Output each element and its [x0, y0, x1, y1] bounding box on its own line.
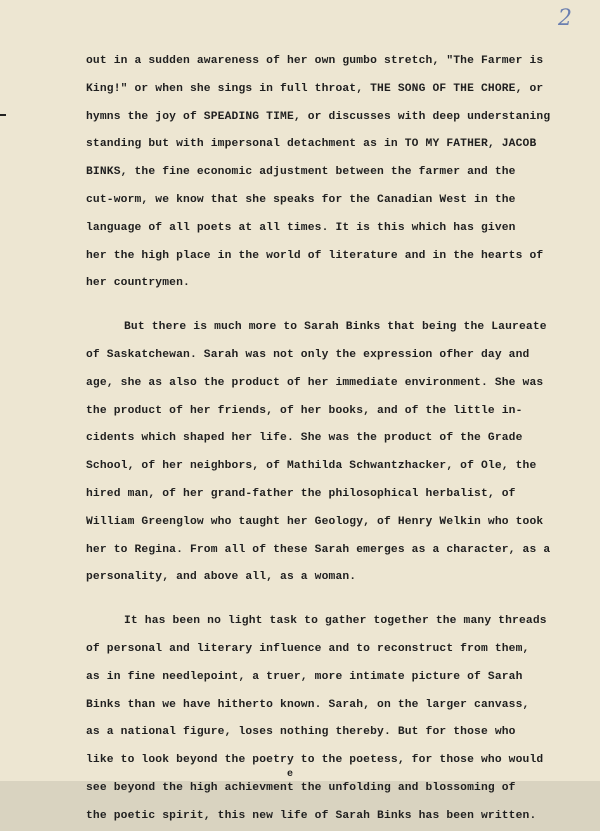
body-text	[86, 48, 576, 831]
text-line: her to Regina. From all of these Sarah emerges as a character, as a	[86, 543, 551, 556]
page-number: 2	[558, 6, 572, 31]
paragraph	[86, 314, 576, 592]
text-line: standing but with impersonal detachment as in TO MY FATHER, JACOB	[86, 138, 537, 151]
text-line: see beyond the high achievment the unfolding and blossoming of	[86, 781, 516, 794]
text-line: cut-worm, we know that she speaks for the Canadian West in the	[86, 193, 516, 206]
text-line: King!" or when she sings in full throat, THE SONG OF THE CHORE, or	[86, 82, 544, 95]
text-line: age, she as also the product of her immediate environment. She was	[86, 376, 544, 389]
text-line: of Saskatchewan. Sarah was not only the expression ofher day and	[86, 348, 530, 361]
text-line: language of all poets at all times. It is this which has given	[86, 221, 516, 234]
text-line: cidents which shaped her life. She was the product of the Grade	[86, 432, 523, 445]
text-line: hired man, of her grand-father the philosophical herbalist, of	[86, 487, 516, 500]
text-line: of personal and literary influence and to reconstruct from them,	[86, 642, 530, 655]
text-line: her countrymen.	[86, 277, 190, 290]
text-line: the product of her friends, of her books, and of the little in-	[86, 404, 523, 417]
text-line: out in a sudden awareness of her own gumbo stretch, "The Farmer is	[86, 55, 544, 67]
paragraph	[86, 48, 576, 298]
text-line: like to look beyond the poetry to the poetess, for those who would	[86, 754, 544, 767]
text-line: Binks than we have hitherto known. Sarah, on the larger canvass,	[86, 698, 530, 711]
text-line: William Greenglow who taught her Geology, of Henry Welkin who took	[86, 515, 544, 528]
margin-mark	[0, 114, 6, 116]
text-line: It has been no light task to gather together the many threads	[124, 615, 547, 628]
text-line: the poetic spirit, this new life of Sarah Binks has been written.	[86, 809, 537, 822]
text-line: as in fine needlepoint, a truer, more intimate picture of Sarah	[86, 670, 523, 683]
text-line: personality, and above all, as a woman.	[86, 571, 357, 584]
text-line: But there is much more to Sarah Binks that being the Laureate	[124, 321, 547, 334]
text-line: as a national figure, loses nothing thereby. But for those who	[86, 726, 516, 739]
text-line: hymns the joy of SPEADING TIME, or discusses with deep understaning	[86, 110, 551, 123]
text-line: her the high place in the world of literature and in the hearts of	[86, 249, 544, 262]
text-line: School, of her neighbors, of Mathilda Schwantzhacker, of Ole, the	[86, 460, 537, 473]
text-line: BINKS, the fine economic adjustment between the farmer and the	[86, 166, 516, 179]
paragraph: It has been no light task to gather together the many threads of personal and literary influence and to reconstruct from them, as in fine needlepoint, a truer, more intimate picture of Sarah Binks than we have hitherto known. Sarah, on the larger canvass, as a national figure, loses nothing thereby. But for those who like to look beyond the poetry to the poetess, for those who would e see beyond the high achievment the unfolding and blossoming of the poetic spirit, this new life of Sarah Binks has been written.	[86, 608, 576, 830]
